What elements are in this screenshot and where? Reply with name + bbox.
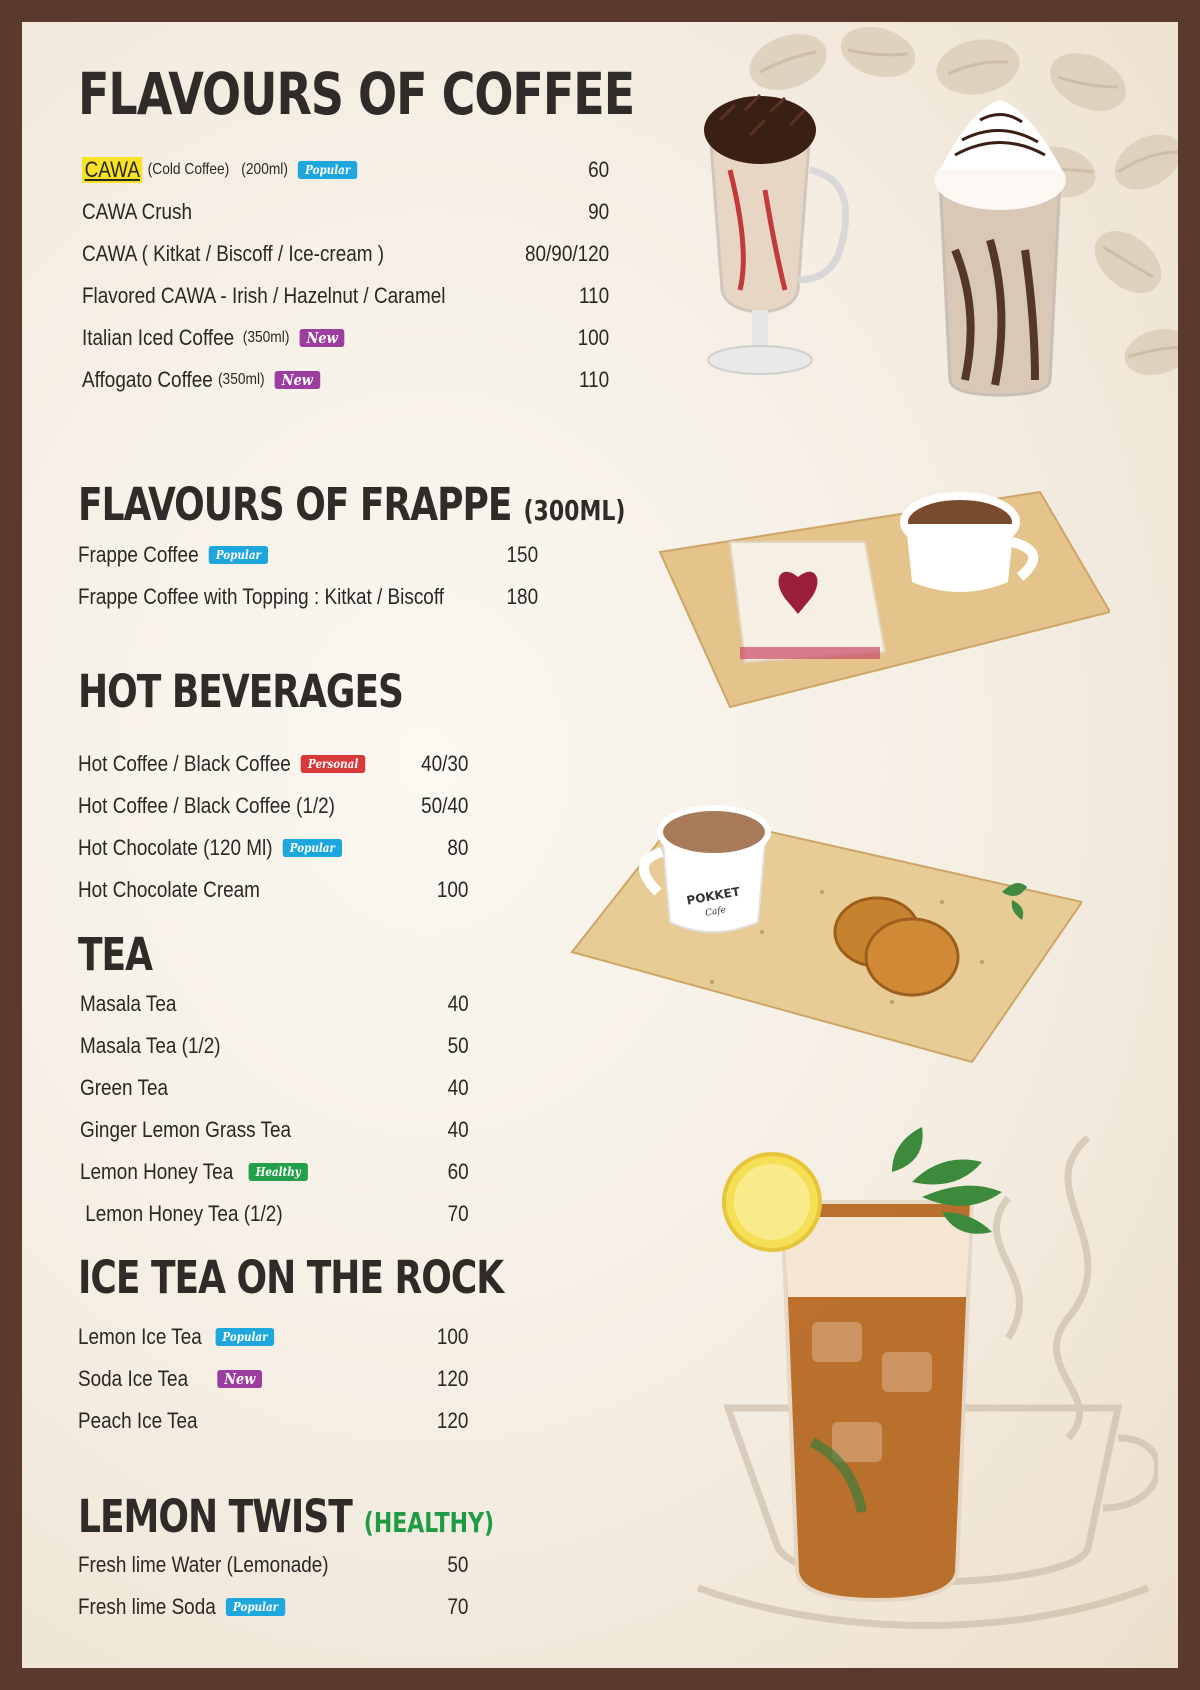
section-title-coffee: FLAVOURS OF COFFEE bbox=[78, 60, 635, 128]
item-name: CAWA bbox=[82, 157, 143, 183]
item-note: (Cold Coffee) bbox=[147, 161, 230, 178]
item-name: Ginger Lemon Grass Tea bbox=[80, 1117, 292, 1142]
item-name: Peach Ice Tea bbox=[78, 1408, 198, 1433]
item-size: (350ml) bbox=[242, 329, 290, 346]
cup-brand-text: POKKET bbox=[685, 884, 742, 908]
item-name: Fresh lime Water (Lemonade) bbox=[78, 1552, 329, 1577]
item-price: 40 bbox=[447, 991, 469, 1016]
item-price: 50 bbox=[447, 1033, 469, 1058]
item-price: 70 bbox=[447, 1594, 469, 1619]
new-badge: New bbox=[275, 371, 320, 389]
section-title-lemon-twist: LEMON TWIST (HEALTHY) bbox=[78, 1492, 495, 1544]
item-name: Fresh lime Soda bbox=[78, 1594, 216, 1619]
item-name: Hot Chocolate Cream bbox=[78, 877, 260, 902]
item-size: (200ml) bbox=[241, 161, 288, 178]
menu-item bbox=[78, 1592, 468, 1622]
item-name: Lemon Ice Tea bbox=[78, 1324, 202, 1349]
popular-badge: Popular bbox=[283, 839, 342, 857]
menu-item bbox=[78, 1364, 468, 1394]
menu-item bbox=[82, 155, 609, 185]
popular-badge: Popular bbox=[298, 161, 357, 179]
menu-item bbox=[78, 1406, 468, 1436]
popular-badge: Popular bbox=[209, 546, 268, 564]
menu-item bbox=[78, 1550, 468, 1580]
new-badge: New bbox=[300, 329, 345, 347]
new-badge: New bbox=[217, 1370, 262, 1388]
item-name: CAWA ( Kitkat / Biscoff / Ice-cream ) bbox=[82, 241, 385, 266]
menu-item bbox=[82, 281, 609, 311]
item-name: Frappe Coffee with Topping : Kitkat / Biscoff bbox=[78, 584, 444, 609]
item-name: Affogato Coffee bbox=[82, 367, 213, 392]
item-name: Hot Coffee / Black Coffee (1/2) bbox=[78, 793, 335, 818]
item-name: Hot Coffee / Black Coffee bbox=[78, 751, 291, 776]
item-price: 70 bbox=[447, 1201, 469, 1226]
item-price: 60 bbox=[588, 157, 610, 182]
item-name: Flavored CAWA - Irish / Hazelnut / Caramel bbox=[82, 283, 446, 308]
item-price: 50/40 bbox=[421, 793, 469, 818]
item-name: Hot Chocolate (120 Ml) bbox=[78, 835, 273, 860]
item-price: 110 bbox=[579, 283, 610, 308]
item-price: 180 bbox=[506, 584, 539, 609]
item-price: 100 bbox=[577, 325, 610, 350]
menu-item bbox=[78, 1322, 468, 1352]
menu-item bbox=[80, 1157, 469, 1187]
item-price: 110 bbox=[579, 367, 610, 392]
section-title-ice-tea: ICE TEA ON THE ROCK bbox=[78, 1253, 504, 1305]
menu-item bbox=[80, 1199, 469, 1229]
item-name: Lemon Honey Tea (1/2) bbox=[80, 1201, 283, 1226]
section-subtitle-frappe: (300ML) bbox=[523, 496, 626, 528]
item-price: 80 bbox=[447, 835, 469, 860]
section-title-hot-beverages: HOT BEVERAGES bbox=[78, 667, 403, 719]
menu-item bbox=[82, 323, 609, 353]
personal-badge: Personal bbox=[301, 755, 365, 773]
frappe-sandwich-image bbox=[650, 462, 1110, 722]
item-name: Masala Tea (1/2) bbox=[80, 1033, 221, 1058]
menu-item bbox=[78, 833, 468, 863]
menu-item bbox=[78, 582, 538, 612]
item-price: 150 bbox=[506, 542, 539, 567]
item-price: 90 bbox=[588, 199, 610, 224]
menu-item bbox=[82, 365, 609, 395]
menu-item bbox=[80, 1031, 469, 1061]
section-title-frappe: FLAVOURS OF FRAPPE (300ML) bbox=[78, 480, 626, 532]
item-price: 100 bbox=[436, 1324, 469, 1349]
section-title-tea: TEA bbox=[78, 930, 153, 982]
hot-chocolate-cutlet-image bbox=[562, 782, 1082, 1072]
item-price: 120 bbox=[436, 1366, 469, 1391]
cup-brand-sub-text: Cafe bbox=[704, 905, 727, 919]
item-name: Masala Tea bbox=[80, 991, 177, 1016]
menu-item bbox=[78, 791, 468, 821]
item-price: 40/30 bbox=[421, 751, 469, 776]
item-price: 80/90/120 bbox=[525, 241, 610, 266]
item-price: 50 bbox=[447, 1552, 469, 1577]
menu-item bbox=[80, 989, 469, 1019]
menu-item bbox=[78, 875, 468, 905]
item-size: (350ml) bbox=[217, 371, 265, 388]
item-name: Soda Ice Tea bbox=[78, 1366, 189, 1391]
item-price: 100 bbox=[436, 877, 469, 902]
menu-item bbox=[80, 1115, 469, 1145]
popular-badge: Popular bbox=[216, 1328, 275, 1346]
item-name: Green Tea bbox=[80, 1075, 169, 1100]
section-subtitle-healthy: (HEALTHY) bbox=[363, 1508, 495, 1540]
menu-page bbox=[22, 22, 1178, 1668]
iced-tea-glass-image bbox=[712, 1122, 1092, 1622]
item-price: 60 bbox=[447, 1159, 469, 1184]
item-name: CAWA Crush bbox=[82, 199, 193, 224]
menu-item bbox=[82, 197, 609, 227]
item-name: Italian Iced Coffee bbox=[82, 325, 235, 350]
iced-coffee-glasses-image bbox=[690, 50, 1100, 410]
item-price: 40 bbox=[447, 1075, 469, 1100]
menu-item bbox=[78, 749, 468, 779]
item-name: Lemon Honey Tea bbox=[80, 1159, 234, 1184]
item-price: 40 bbox=[447, 1117, 469, 1142]
healthy-badge: Healthy bbox=[249, 1163, 308, 1181]
menu-item bbox=[80, 1073, 469, 1103]
item-price: 120 bbox=[436, 1408, 469, 1433]
item-name: Frappe Coffee bbox=[78, 542, 199, 567]
menu-item bbox=[78, 540, 538, 570]
popular-badge: Popular bbox=[226, 1598, 285, 1616]
menu-item bbox=[82, 239, 609, 269]
